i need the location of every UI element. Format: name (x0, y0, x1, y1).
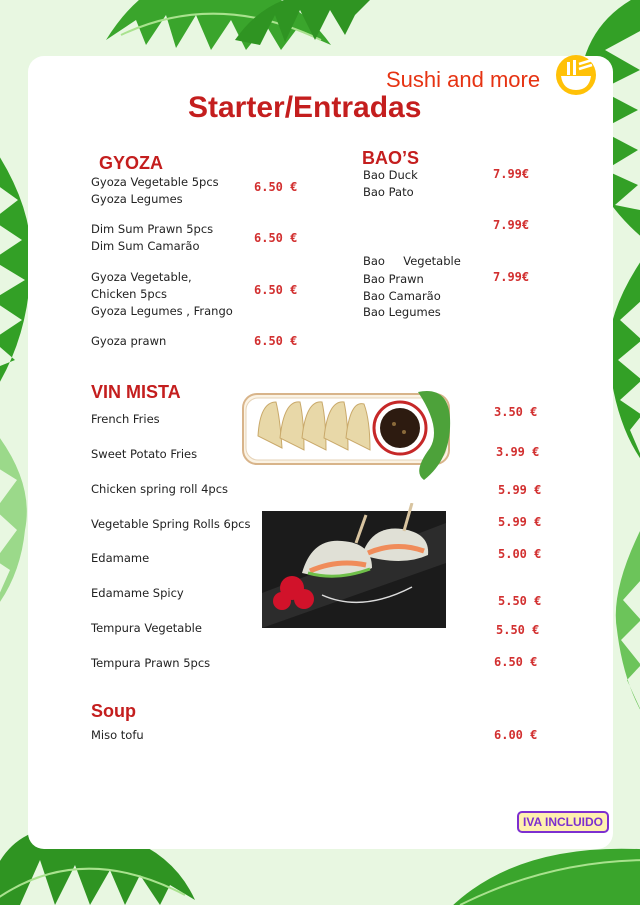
item-line: Gyoza Vegetable 5pcs (91, 175, 219, 189)
brand-name: Sushi and more (386, 67, 541, 92)
item-line: Dim Sum Camarão (91, 239, 200, 253)
iva-included-badge: IVA INCLUIDO (517, 811, 609, 833)
vin-price-7: 5.50 € (496, 623, 540, 637)
item-line: Bao Vegetable (363, 254, 461, 268)
vin-price-6: 5.50 € (498, 594, 542, 608)
vin-item-8: Tempura Prawn 5pcs (91, 656, 211, 670)
gyoza-photo (242, 388, 452, 484)
vin-price-5: 5.00 € (498, 547, 542, 561)
vin-item-3: Chicken spring roll 4pcs (91, 482, 229, 496)
vin-price-3: 5.99 € (498, 483, 542, 497)
bao-price-1: 7.99€ (493, 167, 530, 181)
vin-price-4: 5.99 € (498, 515, 542, 529)
gyoza-heading: GYOZA (99, 153, 164, 173)
monstera-leaf-top-center (230, 0, 380, 60)
vin-item-5: Edamame (91, 551, 150, 565)
item-line: Gyoza prawn (91, 334, 167, 348)
gyoza-price-1: 6.50 € (254, 180, 298, 194)
vin-price-1: 3.50 € (494, 405, 538, 419)
item-line: Gyoza Legumes , Frango (91, 304, 233, 318)
gyoza-item-1 (91, 174, 219, 208)
gyoza-price-3: 6.50 € (254, 283, 298, 297)
ramen-bowl-icon (555, 54, 597, 96)
vin-item-2: Sweet Potato Fries (91, 447, 198, 461)
bao-item-1 (363, 167, 418, 201)
gyoza-price-2: 6.50 € (254, 231, 298, 245)
item-line: Bao Camarão (363, 289, 441, 303)
item-line: Bao Pato (363, 185, 414, 199)
gyoza-item-4 (91, 333, 166, 350)
item-line: Dim Sum Prawn 5pcs (91, 222, 214, 236)
item-line: Bao Duck (363, 168, 418, 182)
baos-heading: BAO’S (362, 148, 420, 168)
bao-photo (262, 503, 446, 628)
soup-item-1: Miso tofu (91, 728, 144, 742)
vin-price-8: 6.50 € (494, 655, 538, 669)
item-line: Gyoza Vegetable, (91, 270, 192, 284)
soup-heading: Soup (91, 701, 136, 721)
bao-item-3 (363, 271, 441, 305)
item-line: Bao Prawn (363, 272, 424, 286)
gyoza-item-3 (91, 269, 233, 320)
item-line: Chicken 5pcs (91, 287, 168, 301)
vin-mista-heading: VIN MISTA (91, 382, 181, 402)
bao-price-2: 7.99€ (493, 218, 530, 232)
item-line: Gyoza Legumes (91, 192, 183, 206)
vin-item-1: French Fries (91, 412, 160, 426)
page-title: Starter/Entradas (188, 91, 422, 124)
vin-item-4: Vegetable Spring Rolls 6pcs (91, 517, 251, 531)
bao-price-3: 7.99€ (493, 270, 530, 284)
vin-item-7: Tempura Vegetable (91, 621, 202, 635)
item-line: Bao Legumes (363, 305, 441, 319)
gyoza-price-4: 6.50 € (254, 334, 298, 348)
gyoza-item-2 (91, 221, 213, 255)
soup-price-1: 6.00 € (494, 728, 538, 742)
vin-item-6: Edamame Spicy (91, 586, 184, 600)
vin-price-2: 3.99 € (496, 445, 540, 459)
